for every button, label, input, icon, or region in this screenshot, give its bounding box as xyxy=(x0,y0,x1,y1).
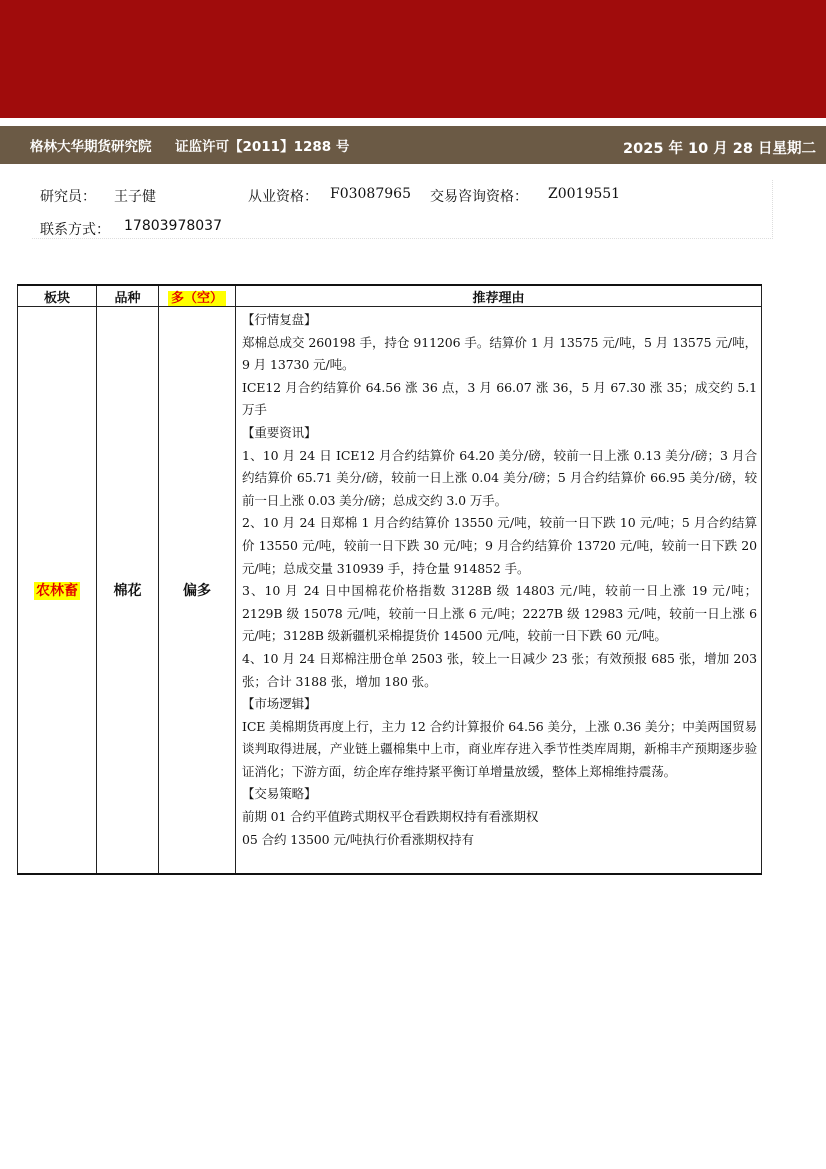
reason-line: 【重要资讯】 xyxy=(242,424,317,440)
reason-line: ICE 美棉期货再度上行，主力 12 合约计算报价 64.56 美分，上涨 0.36 美分；中美两国贸易谈判取得进展，产业链上疆棉集中上市，商业库存进入季节性类库周期，新棉丰产预期逐步验证消化；下游方面，纺企库存维持紧平衡订单增量放缓，整体上郑棉维持震荡。 xyxy=(242,718,757,779)
sector-cell xyxy=(18,307,97,875)
recommendation-table xyxy=(17,284,762,875)
license-number: 证监许可【2011】1288 号 xyxy=(175,139,350,155)
org-name: 格林大华期货研究院 xyxy=(30,139,152,155)
sector-label: 农林畜 xyxy=(36,583,78,600)
contact-phone: 17803978037 xyxy=(124,218,222,234)
contact-label: 联系方式： xyxy=(40,222,110,238)
header-bar xyxy=(0,126,826,164)
reason-line: 05 合约 13500 元/吨执行价看涨期权持有 xyxy=(242,831,474,847)
top-banner xyxy=(0,0,826,118)
report-date: 2025 年 10 月 28 日星期二 xyxy=(623,141,816,157)
qualification-label: 从业资格： xyxy=(248,189,318,205)
reason-line: 前期 01 合约平值跨式期权平仓看跌期权持有看涨期权 xyxy=(242,809,539,825)
qualification-number: F03087965 xyxy=(330,186,411,202)
reason-line: 2、10 月 24 日郑棉 1 月合约结算价 13550 元/吨，较前一日下跌 10 元/吨；5 月合约结算价 13550 元/吨，较前一日下跌 30 元/吨；9 月合约结算价 13720 元/吨，较前一日下跌 20 元/吨；总成交量 310939 手，持仓量 914852 手。 xyxy=(242,515,757,576)
header-sector: 板块 xyxy=(18,285,97,307)
reason-line: 3、10 月 24 日中国棉花价格指数 3128B 级 14803 元/吨，较前一日上涨 19 元/吨；2129B 级 15078 元/吨，较前一日上涨 6 元/吨；2227B 级 12983 元/吨，较前一日上涨 6 元/吨；3128B 级新疆机采棉提货价 14500 元/吨，较前一日下跌 60 元/吨。 xyxy=(242,583,757,644)
reason-cell xyxy=(236,307,762,875)
researcher-info xyxy=(40,186,770,240)
header-reason: 推荐理由 xyxy=(236,285,762,307)
header-direction xyxy=(159,285,236,307)
reason-line: ICE12 月合约结算价 64.56 涨 36 点，3 月 66.07 涨 36，5 月 67.30 涨 35；成交约 5.1 万手 xyxy=(242,379,757,418)
reason-line: 【交易策略】 xyxy=(242,786,317,802)
researcher-name: 王子健 xyxy=(114,189,156,205)
variety-cell: 棉花 xyxy=(97,307,159,875)
reason-line: 【市场逻辑】 xyxy=(242,696,317,712)
reason-line: 4、10 月 24 日郑棉注册仓单 2503 张，较上一日减少 23 张；有效预报 685 张，增加 203 张；合计 3188 张，增加 180 张。 xyxy=(242,650,757,689)
reason-line: 郑棉总成交 260198 手，持仓 911206 手。结算价 1 月 13575 元/吨，5 月 13575 元/吨，9 月 13730 元/吨。 xyxy=(242,334,757,373)
consult-number: Z0019551 xyxy=(548,186,621,202)
table-row xyxy=(18,307,762,875)
reason-line: 【行情复盘】 xyxy=(242,312,317,327)
direction-cell: 偏多 xyxy=(159,307,236,875)
header-variety: 品种 xyxy=(97,285,159,307)
header-direction-label: 多（空） xyxy=(168,291,226,306)
researcher-label: 研究员： xyxy=(40,189,96,205)
consult-label: 交易咨询资格： xyxy=(430,189,528,205)
table-header-row xyxy=(18,285,762,307)
reason-line: 1、10 月 24 日 ICE12 月合约结算价 64.20 美分/磅，较前一日上涨 0.13 美分/磅；3 月合约结算价 65.71 美分/磅，较前一日上涨 0.04 美分/磅；5 月合约结算价 66.95 美分/磅，较前一日上涨 0.03 美分/磅；总成交约 3.0 万手。 xyxy=(242,447,757,508)
